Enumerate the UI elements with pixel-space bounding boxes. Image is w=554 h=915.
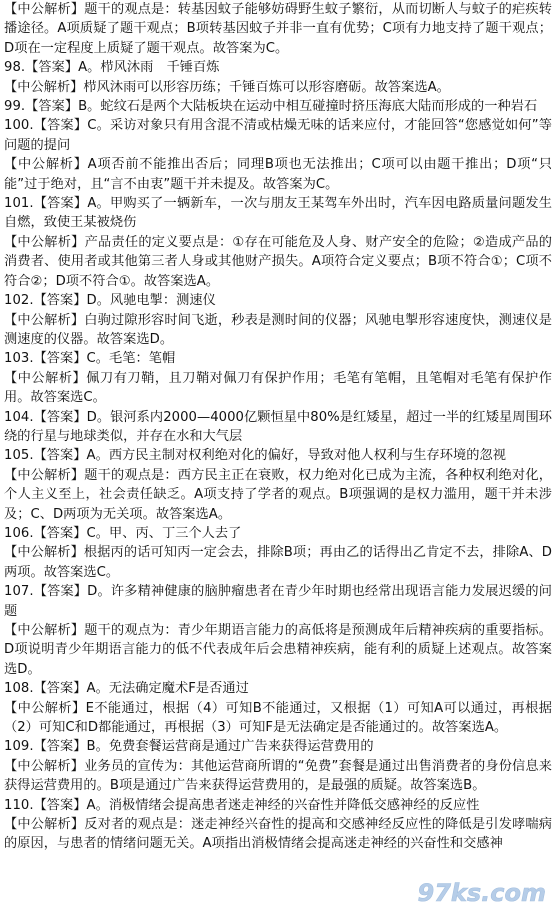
paragraph-107-answer: 107.【答案】D。许多精神健康的脑肿瘤患者在青少年时期也经常出现语言能力发展迟缓的问题 [4, 584, 552, 619]
paragraph-109-answer: 109.【答案】B。免费套餐运营商是通过广告来获得运营费用的 [4, 739, 374, 755]
paragraph-102-analysis: 【中公解析】白驹过隙形容时间飞逝，秒表是测时间的仪器；风驰电掣形容速度快，测速仪是测速度的仪器。故答案选D。 [4, 312, 552, 347]
paragraph-108-analysis: 【中公解析】E不能通过，根据（4）可知B不能通过，又根据（1）可知A可以通过，再根据（2）可知C和D都能通过，再根据（3）可知F是无法确定是否能通过的。故答案选A。 [4, 700, 552, 736]
paragraph-98-analysis: 【中公解析】栉风沐雨可以形容历练；千锤百炼可以形容磨砺。故答案选A。 [4, 79, 450, 95]
paragraph-98-answer: 98.【答案】A。栉风沐雨 千锤百炼 [4, 60, 220, 76]
paragraph-101-analysis: 【中公解析】产品责任的定义要点是：①存在可能危及人身、财产安全的危险；②造成产品的消费者、使用者或其他第三者人身或其他财产损失。A项符合定义要点；B项不符合①；C项不符合②；D项不符合①。故答案选A。 [4, 234, 552, 289]
paragraph-106-answer: 106.【答案】C。甲、丙、丁三个人去了 [4, 525, 242, 541]
answer-key-document [4, 0, 552, 854]
paragraph-103-answer: 103.【答案】C。毛笔：笔帽 [4, 351, 176, 367]
paragraph-100-analysis: 【中公解析】A项否前不能推出否后；同理B项也无法推出；C项可以由题干推出；D项“只能”过于绝对，且“言不由衷”题干并未提及。故答案为C。 [4, 157, 552, 192]
site-watermark-logo [370, 871, 550, 913]
paragraph-104-answer: 104.【答案】D。银河系内2000—4000亿颗恒星中80%是红矮星，超过一半的红矮星周围环绕的行星与地球类似，并存在水和大气层 [4, 409, 552, 444]
paragraph-101-answer: 101.【答案】A。甲购买了一辆新车，一次与朋友王某驾车外出时，汽车因电路质量问题发生自燃，致使王某被烧伤 [4, 196, 552, 231]
paragraph-107-analysis: 【中公解析】题干的观点为：青少年期语言能力的高低将是预测成年后精神疾病的重要指标。D项说明青少年期语言能力的低不代表成年后会患精神疾病，能有利的质疑上述观点。故答案选D。 [4, 623, 552, 677]
paragraph-106-analysis: 【中公解析】根据丙的话可知丙一定会去，排除B项；再由乙的话得出乙肯定不去，排除A、D两项。故答案选C。 [4, 545, 552, 580]
paragraph-105-answer: 105.【答案】A。西方民主制对权利绝对化的偏好，导致对他人权利与生存环境的忽视 [4, 448, 506, 464]
paragraph-110-answer: 110.【答案】A。消极情绪会提高患者迷走神经的兴奋性并降低交感神经的反应性 [4, 797, 480, 813]
paragraph-97-analysis: 【中公解析】题干的观点是：转基因蚊子能够妨碍野生蚊子繁衍，从而切断人与蚊子的疟疾转播途径。A项质疑了题干观点；B项转基因蚊子并非一直有优势；C项有力地支持了题干观点；D项在一定程度上质疑了题干观点。故答案为C。 [4, 2, 552, 56]
paragraph-100-answer: 100.【答案】C。采访对象只有用含混不清或枯燥无味的话来应付，才能回答“您感觉如何”等问题的提问 [4, 118, 552, 153]
paragraph-110-analysis: 【中公解析】反对者的观点是：迷走神经兴奋性的提高和交感神经反应性的降低是引发哮喘病的原因，与患者的情绪问题无关。A项指出消极情绪会提高迷走神经的兴奋性和交感神 [4, 817, 552, 852]
paragraph-102-answer: 102.【答案】D。风驰电掣：测速仪 [4, 293, 216, 309]
svg-text:97ks.com: 97ks.com [417, 879, 546, 907]
paragraph-103-analysis: 【中公解析】佩刀有刀鞘，且刀鞘对佩刀有保护作用；毛笔有笔帽，且笔帽对毛笔有保护作用。故答案选C。 [4, 370, 552, 406]
paragraph-108-answer: 108.【答案】A。无法确定魔术F是否通过 [4, 681, 249, 697]
paragraph-109-analysis: 【中公解析】业务员的宣传为：其他运营商所谓的“免费”套餐是通过出售消费者的身份信息来获得运营费用的。B项是通过广告来获得运营费用的，是最强的质疑。故答案选B。 [4, 758, 552, 794]
paragraph-99-answer: 99.【答案】B。蛇纹石是两个大陆板块在运动中相互碰撞时挤压海底大陆而形成的一种岩石 [4, 99, 538, 115]
paragraph-105-analysis: 【中公解析】题干的观点是：西方民主正在衰败，权力绝对化已成为主流，各种权利绝对化，个人主义至上，社会责任缺乏。A项支持了学者的观点。B项强调的是权力滥用，题干并未涉及；C、D两项为无关项。故答案选A。 [4, 467, 552, 522]
